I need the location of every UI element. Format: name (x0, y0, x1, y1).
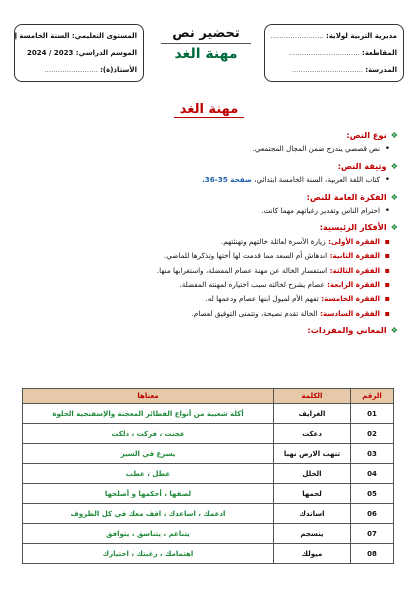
column-header: الكلمة (274, 389, 351, 404)
content (14, 126, 398, 338)
school-line: المدرسة: ................................ (291, 66, 397, 74)
district-line: المقاطعة: ................................ (288, 49, 397, 57)
level-line: المستوى التعليمي: السنة الخامسة إ (14, 32, 137, 40)
section-heading-document: ❖وثيقة النص: (337, 160, 398, 171)
table-row: 02 دعكت عجنت ، فركت ، دلكت (23, 424, 394, 444)
column-header: معناها (23, 389, 274, 404)
teacher-line: الأستاذ(ة): ........................ (44, 66, 137, 74)
table-row: 07 ينسجم يتناغم ، يتناسق ، يتوافق (23, 524, 394, 544)
star-icon: ❖ (390, 130, 398, 140)
table-row: 03 تنهب الارض نهبا يسرع في السير (23, 444, 394, 464)
list-item: • نص قصصي يندرج ضمن المجال المجتمعي. (14, 142, 398, 156)
table-row: 08 ميولك اهتمامك ، رغبتك ، اختيارك (23, 544, 394, 564)
header-title-block (148, 26, 264, 62)
star-icon: ❖ (390, 325, 398, 336)
section-heading-type: ❖نوع النص: (346, 130, 398, 140)
table-row: 06 اساندك ادعمك ، اساعدك ، اقف معك في كل الظروف (23, 504, 394, 524)
document-page (14, 16, 404, 576)
table-row: 05 لحمها لصقها ، أحكمها و أصلحها (23, 484, 394, 504)
header-title: تحضير نص (172, 26, 240, 41)
section-heading-vocabulary: ❖المعاني والمفردات: (307, 325, 398, 336)
class-info-box (14, 24, 144, 82)
paragraph-idea: ▪ الفقرة الثانية: اندهاش أم السعد مما قدمت لها أختها وتذكرها للماضي. (14, 249, 398, 263)
header (14, 24, 404, 90)
paragraph-idea: ▪ الفقرة الثالثة: استفسار الخالة عن مهنة عصام المفضلة، واستغرابها منها. (14, 264, 398, 278)
paragraph-idea: ▪ الفقرة السادسة: الخالة تقدم نصيحة، وتتمنى التوفيق لعصام. (14, 307, 398, 321)
main-title: مهنة الغد (14, 102, 404, 118)
school-info-box (264, 24, 404, 82)
year-line: الموسم الدراسي: 2023 / 2024 (26, 49, 137, 57)
divider (161, 43, 251, 44)
section-heading-general-idea: ❖الفكرة العامة للنص: (306, 191, 398, 202)
paragraph-idea: ▪ الفقرة الأولى: زيارة الأسرة لعائلة خالتهم وتهنئتهم. (14, 235, 398, 249)
table-row: 01 الغرايف أكلة شعبية من أنواع الفطائر المعجنة والإسفنجية الحلوة (23, 404, 394, 424)
table-row: 04 الخلل عطل ، عطب (23, 464, 394, 484)
star-icon: ❖ (390, 222, 398, 233)
directorate-line: مديرية التربية لولاية: ........................ (270, 32, 397, 40)
list-item: • كتاب اللغة العربية، السنة الخامسة ابتدائي، صفحة 35-36. (14, 173, 398, 187)
header-subtitle: مهنة الغد (174, 46, 238, 62)
vocabulary-table (22, 388, 394, 564)
paragraph-idea: ▪ الفقرة الرابعة: عصام يشرح لخالته سبب اختياره لمهنته المفضلة. (14, 278, 398, 292)
star-icon: ❖ (390, 191, 398, 202)
section-heading-main-ideas: ❖الأفكار الرئيسية: (319, 222, 398, 233)
star-icon: ❖ (390, 160, 398, 171)
list-item: • احترام الناس وتقدير رغباتهم مهما كانت. (14, 204, 398, 218)
column-header: الرقم (351, 389, 394, 404)
paragraph-idea: ▪ الفقرة الخامسة: تفهم الأم لميول ابنها عصام ودعمها له. (14, 292, 398, 306)
table-header-row (23, 389, 394, 404)
